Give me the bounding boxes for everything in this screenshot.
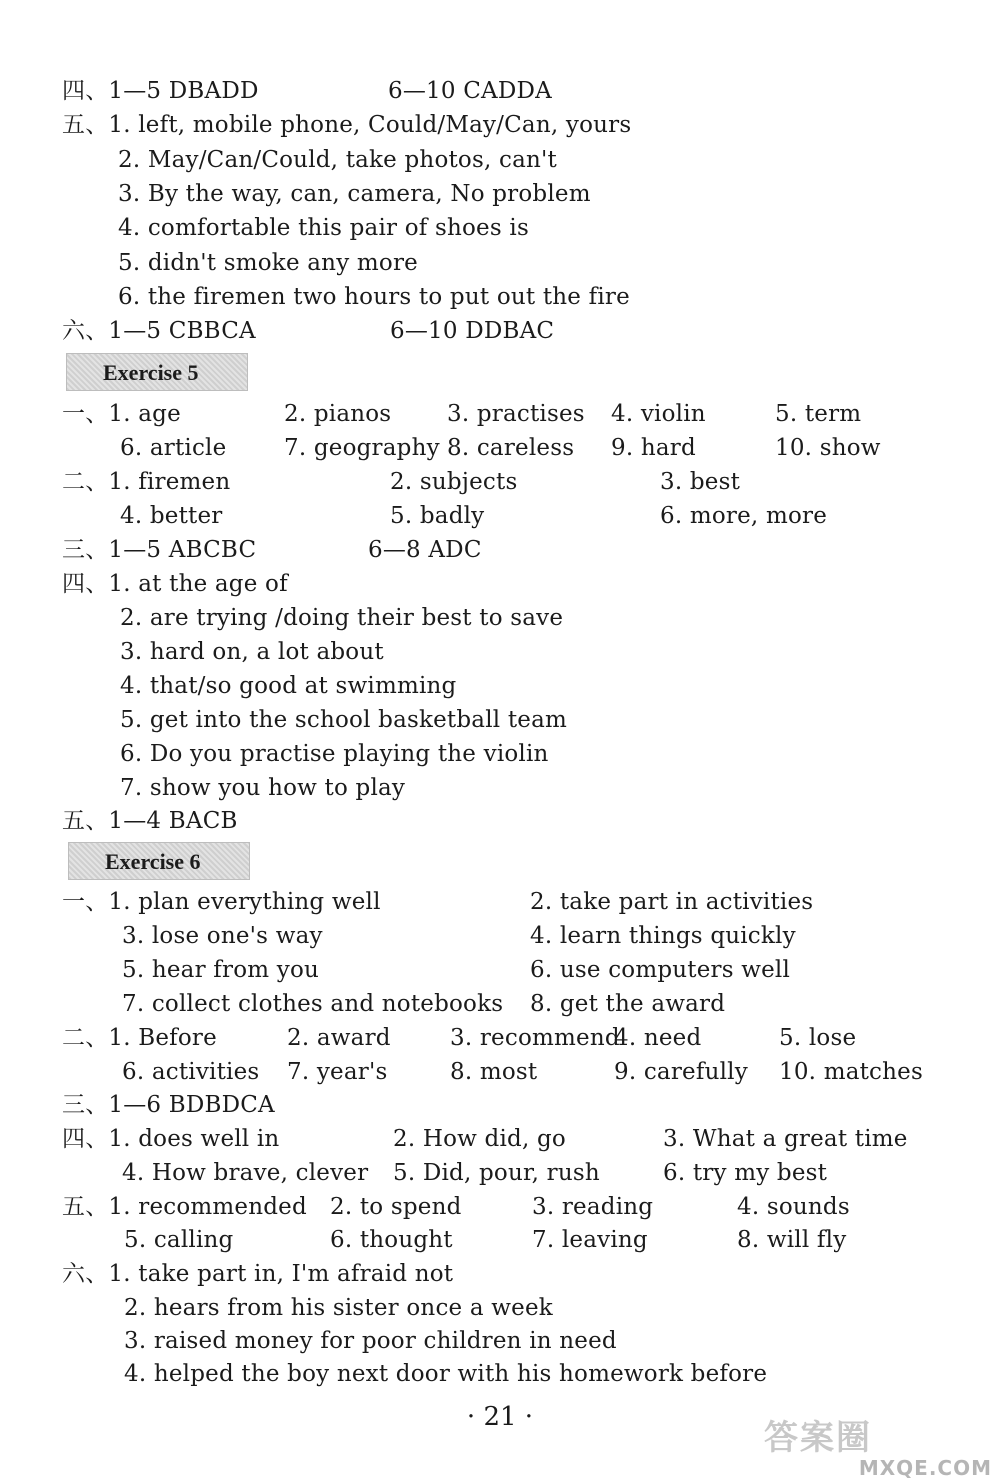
answer-line: 2. May/Can/Could, take photos, can't xyxy=(118,147,557,173)
answer-line: 5. didn't smoke any more xyxy=(118,250,418,276)
answer-line: 2. to spend xyxy=(330,1194,462,1220)
answer-line: 5. calling xyxy=(124,1227,234,1253)
answer-line: 6. Do you practise playing the violin xyxy=(120,741,549,767)
answer-line: 10. matches xyxy=(779,1059,923,1085)
answer-line: 4. sounds xyxy=(737,1194,850,1220)
answer-line: 7. year's xyxy=(287,1059,388,1085)
answer-line: 6. try my best xyxy=(663,1160,828,1186)
answer-line: 9. carefully xyxy=(614,1059,748,1085)
answer-line: 3. recommend xyxy=(450,1025,620,1051)
answer-line: 一、1. plan everything well xyxy=(62,889,381,915)
answer-line: 四、1—5 DBADD xyxy=(62,78,259,104)
answer-line: 6. use computers well xyxy=(530,957,791,983)
answer-line: 8. get the award xyxy=(530,991,726,1017)
answer-line: 3. What a great time xyxy=(663,1126,908,1152)
answer-line: 6—10 CADDA xyxy=(388,78,552,104)
answer-line: 五、1—4 BACB xyxy=(62,808,238,834)
answer-line: 一、1. age xyxy=(62,401,181,427)
answer-line: 2. subjects xyxy=(390,469,518,495)
answer-line: 5. Did, pour, rush xyxy=(393,1160,600,1186)
answer-line: 5. lose xyxy=(779,1025,857,1051)
answer-line: 6. the firemen two hours to put out the fire xyxy=(118,284,630,310)
answer-line: 6. article xyxy=(120,435,227,461)
answer-line: 4. learn things quickly xyxy=(530,923,796,949)
answer-line: 4. better xyxy=(120,503,223,529)
answer-line: 二、1. firemen xyxy=(62,469,231,495)
watermark-logo: 答案圈 xyxy=(764,1418,872,1458)
watermark-url: MXQE.COM xyxy=(858,1456,992,1480)
answer-line: 4. helped the boy next door with his homework before xyxy=(124,1361,768,1387)
answer-line: 8. most xyxy=(450,1059,538,1085)
answer-line: 3. practises xyxy=(447,401,585,427)
answer-line: 3. lose one's way xyxy=(122,923,323,949)
answer-line: 二、1. Before xyxy=(62,1025,217,1051)
answer-line: 3. reading xyxy=(532,1194,654,1220)
answer-line: 六、1. take part in, I'm afraid not xyxy=(62,1261,454,1287)
answer-line: 四、1. does well in xyxy=(62,1126,280,1152)
answer-line: 4. that/so good at swimming xyxy=(120,673,457,699)
answer-line: 5. hear from you xyxy=(122,957,320,983)
answer-line: 6—8 ADC xyxy=(368,537,482,563)
answer-line: 五、1. left, mobile phone, Could/May/Can, yours xyxy=(62,112,632,138)
answer-line: 2. How did, go xyxy=(393,1126,566,1152)
watermark xyxy=(764,1418,992,1480)
answer-line: 7. collect clothes and notebooks xyxy=(122,991,504,1017)
exercise-heading: Exercise 5 xyxy=(66,353,248,391)
answer-line: 三、1—5 ABCBC xyxy=(62,537,257,563)
answer-line: 2. pianos xyxy=(284,401,392,427)
answer-line: 6. more, more xyxy=(660,503,828,529)
answer-line: 10. show xyxy=(775,435,881,461)
answer-line: 4. violin xyxy=(611,401,706,427)
answer-line: 4. comfortable this pair of shoes is xyxy=(118,215,529,241)
answer-line: 2. are trying /doing their best to save xyxy=(120,605,564,631)
answer-line: 三、1—6 BDBDCA xyxy=(62,1092,275,1118)
answer-line: 9. hard xyxy=(611,435,696,461)
answer-line: 8. will fly xyxy=(737,1227,847,1253)
answer-line: 6. thought xyxy=(330,1227,453,1253)
answer-line: 4. need xyxy=(614,1025,702,1051)
answer-line: 2. take part in activities xyxy=(530,889,814,915)
answer-line: 5. get into the school basketball team xyxy=(120,707,568,733)
answer-line: 4. How brave, clever xyxy=(122,1160,369,1186)
answer-line: 3. hard on, a lot about xyxy=(120,639,384,665)
answer-line: 5. term xyxy=(775,401,862,427)
answer-line: 六、1—5 CBBCA xyxy=(62,318,256,344)
answer-line: 6—10 DDBAC xyxy=(390,318,555,344)
answer-line: 7. leaving xyxy=(532,1227,648,1253)
answer-line: 3. raised money for poor children in need xyxy=(124,1328,617,1354)
answer-line: 四、1. at the age of xyxy=(62,571,288,597)
answer-line: 五、1. recommended xyxy=(62,1194,307,1220)
page-number: · 21 · xyxy=(466,1402,534,1432)
exercise-heading: Exercise 6 xyxy=(68,842,250,880)
answer-line: 7. show you how to play xyxy=(120,775,406,801)
answer-line: 2. hears from his sister once a week xyxy=(124,1295,553,1321)
answer-line: 6. activities xyxy=(122,1059,260,1085)
answer-line: 5. badly xyxy=(390,503,485,529)
answer-line: 7. geography xyxy=(284,435,440,461)
answer-line: 3. By the way, can, camera, No problem xyxy=(118,181,591,207)
answer-line: 3. best xyxy=(660,469,741,495)
answer-line: 8. careless xyxy=(447,435,575,461)
answer-line: 2. award xyxy=(287,1025,391,1051)
